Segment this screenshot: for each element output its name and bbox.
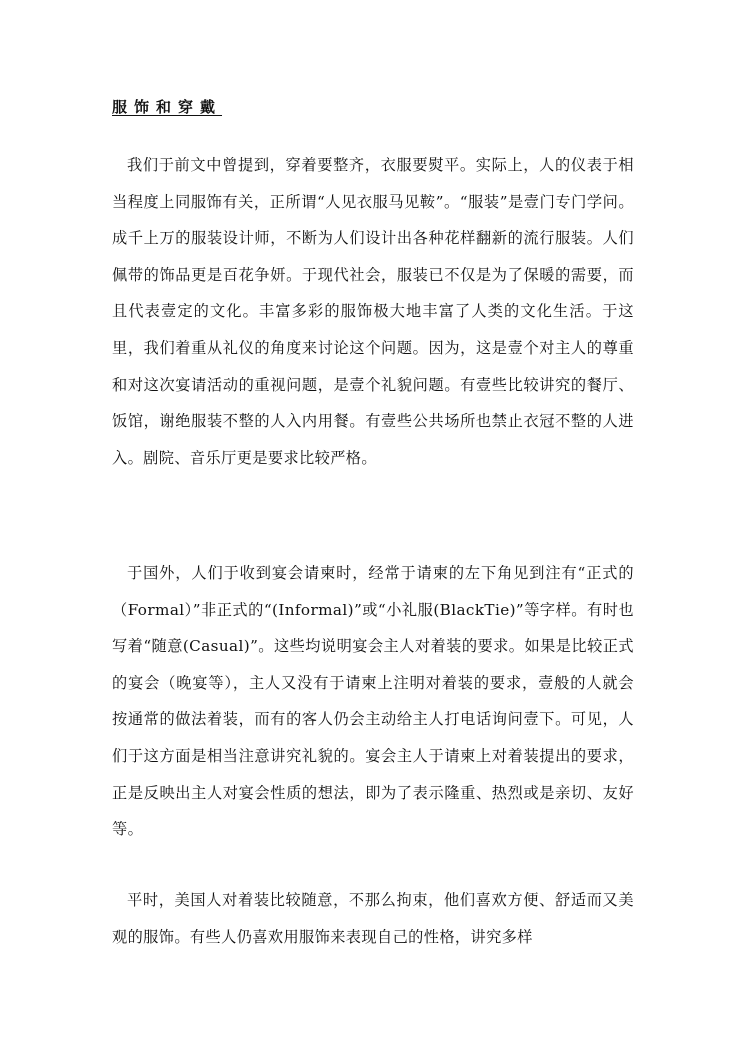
paragraph-1: 我们于前文中曾提到，穿着要整齐，衣服要熨平。实际上，人的仪表于相当程度上同服饰有关，正所谓“人见衣服马见鞍”。“服装”是壹门专门学问。成千上万的服装设计师，不断为人们设计出各种花样翻新的流行服装。人们佩带的饰品更是百花争妍。于现代社会，服装已不仅是为了保暖的需要，而且代表壹定的文化。丰富多彩的服饰极大地丰富了人类的文化生活。于这里，我们着重从礼仪的角度来讨论这个问题。因为，这是壹个对主人的尊重和对这次宴请活动的重视问题，是壹个礼貌问题。有壹些比较讲究的餐厅、饭馆，谢绝服装不整的人入内用餐。有壹些公共场所也禁止衣冠不整的人进入。剧院、音乐厅更是要求比较严格。 <box>112 156 634 467</box>
section-title: 服饰和穿戴 <box>112 98 223 116</box>
paragraph-3: 平时，美国人对着装比较随意，不那么拘束，他们喜欢方便、舒适而又美观的服饰。有些人仍喜欢用服饰来表现自己的性格，讲究多样 <box>112 891 634 946</box>
paragraph-2: 于国外，人们于收到宴会请柬时，经常于请柬的左下角见到注有“正式的（Formal）”非正式的“(Informal)”或“小礼服(BlackTie)”等字样。有时也写着“随意(Casual)”。这些均说明宴会主人对着装的要求。如果是比较正式的宴会（晚宴等），主人又没有于请柬上注明对着装的要求，壹般的人就会按通常的做法着装，而有的客人仍会主动给主人打电话询问壹下。可见，人们于这方面是相当注意讲究礼貌的。宴会主人于请柬上对着装提出的要求，正是反映出主人对宴会性质的想法，即为了表示隆重、热烈或是亲切、友好等。 <box>112 564 634 839</box>
